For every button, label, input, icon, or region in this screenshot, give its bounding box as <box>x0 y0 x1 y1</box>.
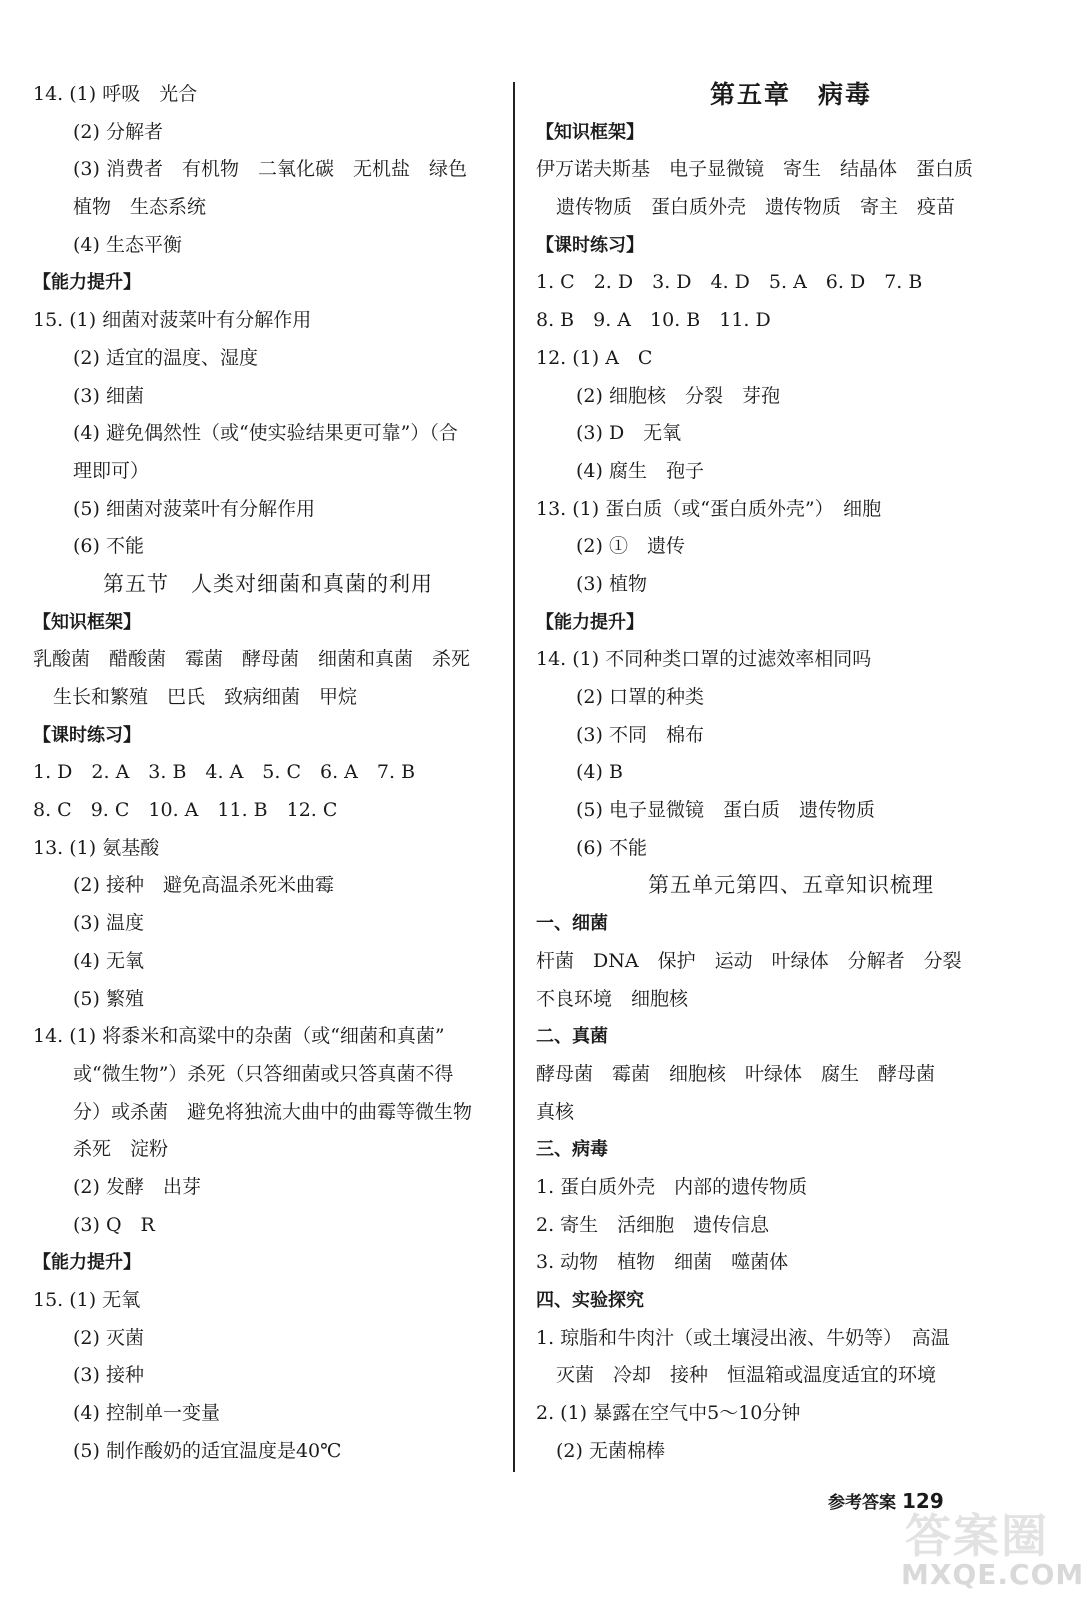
answer-line: (5) 制作酸奶的适宜温度是40℃ <box>73 1439 342 1462</box>
answer-line: (3) D 无氧 <box>576 422 682 445</box>
answer-line: 1. C 2. D 3. D 4. D 5. A 6. D 7. B <box>536 271 923 294</box>
answer-line: 8. C 9. C 10. A 11. B 12. C <box>33 799 338 822</box>
answer-line: 或“微生物”）杀死（只答细菌或只答真菌不得 <box>73 1062 454 1085</box>
chapter-title: 第五章 病毒 <box>709 80 872 109</box>
section-heading: 四、实验探究 <box>536 1290 644 1311</box>
answer-line: (4) B <box>576 761 623 784</box>
answer-line: (3) 植物 <box>576 572 647 595</box>
answer-line: (3) 不同 棉布 <box>576 723 704 746</box>
answer-line: 植物 生态系统 <box>73 196 207 219</box>
answer-line: 伊万诺夫斯基 电子显微镜 寄生 结晶体 蛋白质 <box>536 158 974 181</box>
answer-line: (2) 接种 避免高温杀死米曲霉 <box>73 874 334 897</box>
answer-line: 15. (1) 无氧 <box>33 1289 141 1311</box>
answer-line: (2) ① 遗传 <box>576 535 685 558</box>
answer-line: (2) 口罩的种类 <box>576 686 704 708</box>
section-heading: 【能力提升】 <box>33 272 141 294</box>
answer-line: 12. (1) A C <box>536 346 653 369</box>
answer-line: 1. 琼脂和牛肉汁（或土壤浸出液、牛奶等） 高温 <box>536 1326 950 1349</box>
answer-line: (3) 温度 <box>73 912 144 935</box>
answer-line: 3. 动物 植物 细菌 噬菌体 <box>536 1251 789 1274</box>
section-heading: 三、病毒 <box>536 1139 608 1161</box>
watermark-url: MXQE.COM <box>901 1558 1085 1591</box>
answer-line: (5) 细菌对菠菜叶有分解作用 <box>73 497 315 520</box>
answer-line: 14. (1) 将黍米和高粱中的杂菌（或“细菌和真菌” <box>33 1025 445 1048</box>
section-heading: 一、细菌 <box>536 913 608 935</box>
answer-line: (2) 细胞核 分裂 芽孢 <box>576 384 780 407</box>
right-column <box>536 76 1046 1470</box>
answer-line: 杆菌 DNA 保护 运动 叶绿体 分解者 分裂 <box>536 949 962 972</box>
answer-line: 真核 <box>536 1100 575 1123</box>
answer-line: (5) 电子显微镜 蛋白质 遗传物质 <box>576 799 875 822</box>
answer-line: (4) 控制单一变量 <box>73 1402 220 1425</box>
section-heading: 【知识框架】 <box>536 121 644 143</box>
answer-line: 杀死 淀粉 <box>73 1138 169 1161</box>
section-heading: 【课时练习】 <box>536 234 644 256</box>
answer-line: 生长和繁殖 巴氏 致病细菌 甲烷 <box>53 686 358 708</box>
page-number: 129 <box>902 1489 944 1513</box>
section-title: 第五单元第四、五章知识梳理 <box>648 873 934 898</box>
answer-line: 1. D 2. A 3. B 4. A 5. C 6. A 7. B <box>33 761 416 784</box>
answer-line: (2) 分解者 <box>73 120 163 143</box>
answer-line: 分）或杀菌 避免将独流大曲中的曲霉等微生物 <box>73 1100 473 1123</box>
answer-line: (3) 消费者 有机物 二氧化碳 无机盐 绿色 <box>73 158 467 181</box>
answer-line: (3) 细菌 <box>73 384 144 407</box>
answer-line: (2) 发酵 出芽 <box>73 1175 201 1198</box>
answer-line: (5) 繁殖 <box>73 987 144 1010</box>
answer-line: 理即可） <box>73 459 150 482</box>
section-heading: 【能力提升】 <box>33 1252 141 1274</box>
answer-line: (4) 避免偶然性（或“使实验结果更可靠”）（合 <box>73 422 458 445</box>
watermark-logo <box>885 1500 1085 1596</box>
answer-line: 遗传物质 蛋白质外壳 遗传物质 寄主 疫苗 <box>556 196 956 219</box>
answer-line: 1. 蛋白质外壳 内部的遗传物质 <box>536 1175 808 1198</box>
answer-line: (6) 不能 <box>73 535 144 558</box>
answer-line: 13. (1) 氨基酸 <box>33 836 160 859</box>
answer-line: 乳酸菌 醋酸菌 霉菌 酵母菌 细菌和真菌 杀死 <box>33 648 471 671</box>
answer-line: (6) 不能 <box>576 836 647 859</box>
answer-line: (3) 接种 <box>73 1364 144 1387</box>
answer-line: 15. (1) 细菌对菠菜叶有分解作用 <box>33 309 312 332</box>
answer-line: 灭菌 冷却 接种 恒温箱或温度适宜的环境 <box>556 1364 937 1387</box>
section-heading: 二、真菌 <box>536 1026 608 1048</box>
answer-line: 2. 寄生 活细胞 遗传信息 <box>536 1213 770 1236</box>
answer-line: 14. (1) 不同种类口罩的过滤效率相同吗 <box>536 648 872 671</box>
section-heading: 【课时练习】 <box>33 724 141 746</box>
answer-line: 不良环境 细胞核 <box>536 987 689 1010</box>
answer-line: (4) 生态平衡 <box>73 233 182 256</box>
section-heading: 【知识框架】 <box>33 611 141 633</box>
answer-line: (4) 无氧 <box>73 949 144 972</box>
answer-line: (2) 无菌棉棒 <box>556 1439 665 1462</box>
answer-line: 8. B 9. A 10. B 11. D <box>536 309 771 332</box>
answer-line: (3) Q R <box>73 1213 155 1236</box>
section-heading: 【能力提升】 <box>536 611 644 633</box>
column-divider <box>513 82 515 1472</box>
answer-line: (2) 灭菌 <box>73 1326 144 1349</box>
answer-line: (2) 适宜的温度、湿度 <box>73 346 258 369</box>
answer-line: 13. (1) 蛋白质（或“蛋白质外壳”） 细胞 <box>536 497 882 520</box>
section-title: 第五节 人类对细菌和真菌的利用 <box>103 571 433 596</box>
answer-line: 2. (1) 暴露在空气中5～10分钟 <box>536 1402 801 1425</box>
left-column <box>33 76 503 1470</box>
watermark-seal: 答案圈 <box>905 1509 1049 1563</box>
answer-line: 酵母菌 霉菌 细胞核 叶绿体 腐生 酵母菌 <box>536 1062 936 1085</box>
footer-label: 参考答案 <box>828 1493 896 1513</box>
answer-line: 14. (1) 呼吸 光合 <box>33 83 198 105</box>
answer-line: (4) 腐生 孢子 <box>576 459 704 482</box>
